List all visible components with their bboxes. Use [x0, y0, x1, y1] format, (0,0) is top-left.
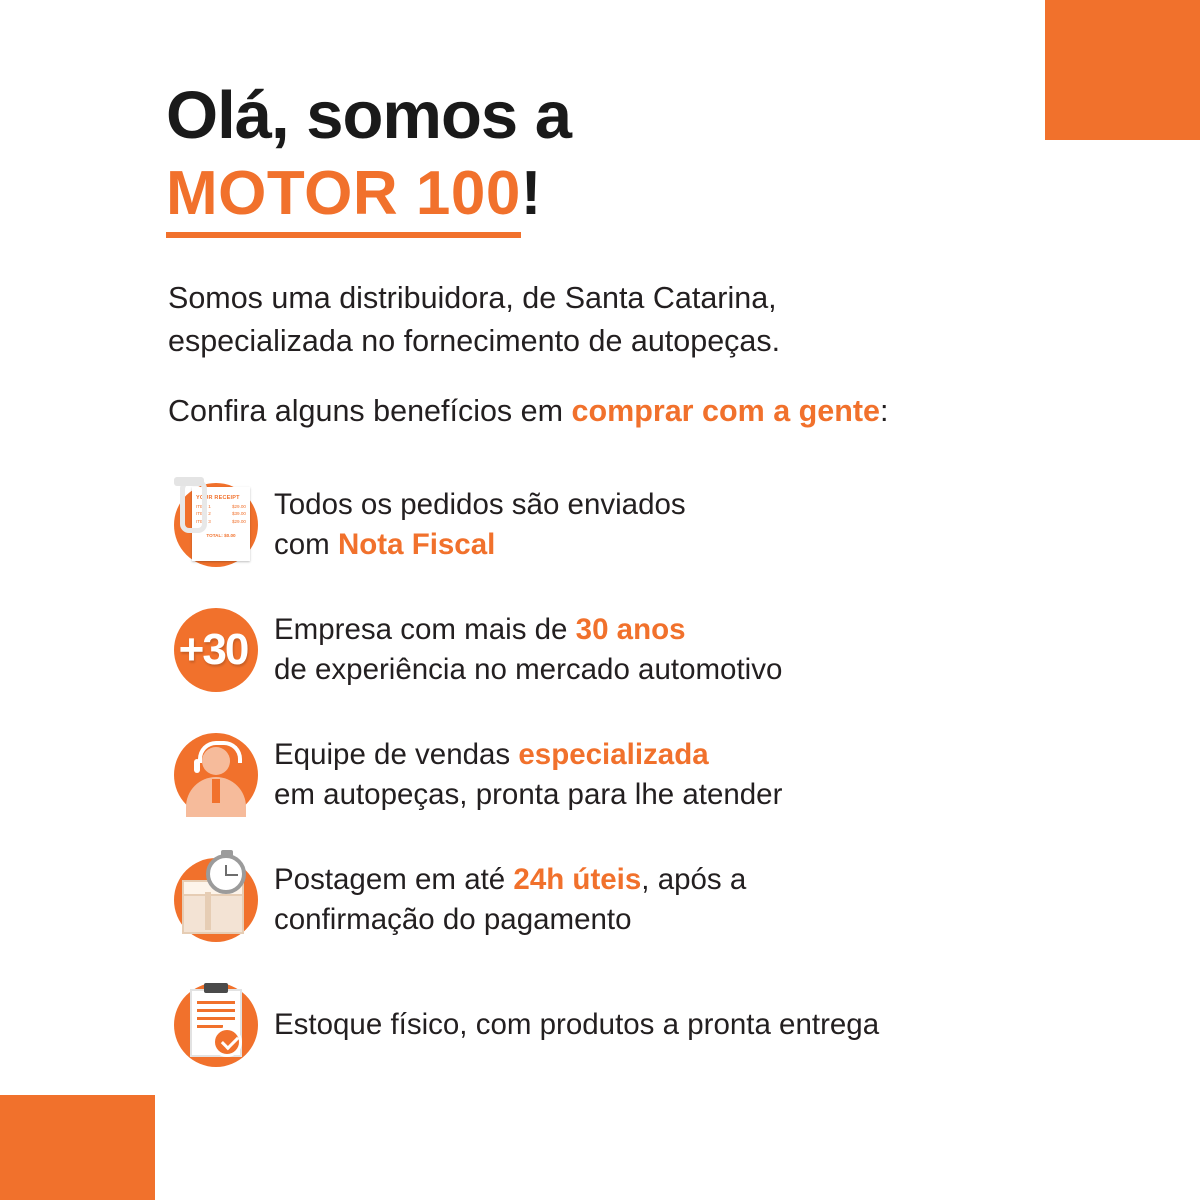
headset-band — [198, 741, 242, 763]
benefit-line-1: Empresa com mais de 30 anos — [274, 613, 686, 647]
clipboard-text-line — [197, 1025, 223, 1028]
list-item — [166, 973, 1106, 1077]
package-stopwatch-icon — [166, 850, 266, 950]
package-seam — [205, 892, 211, 930]
benefit-line-1: Equipe de vendas especializada — [274, 738, 709, 772]
benefit-line-1: Postagem em até 24h úteis, após a — [274, 863, 747, 897]
lead-highlight: comprar com a gente — [571, 394, 880, 428]
list-item-text — [266, 485, 686, 564]
benefit-line-2: de experiência no mercado automotivo — [274, 653, 783, 686]
receipt-title: YOUR RECEIPT — [196, 495, 240, 501]
clipboard-clamp — [204, 983, 228, 993]
list-item — [166, 598, 1106, 702]
receipt-icon — [166, 475, 266, 575]
check-badge-icon — [212, 1027, 242, 1057]
list-item-text — [266, 860, 746, 939]
receipt-total: TOTAL: $0.00 — [206, 532, 236, 538]
intro-line-1: Somos uma distribuidora, de Santa Catarina, — [168, 281, 777, 315]
benefits-list — [166, 473, 1106, 1098]
clipboard-text-line — [197, 1017, 235, 1020]
intro-line-2: especializada no fornecimento de autopeças. — [168, 324, 781, 359]
badge-label: +30 — [178, 625, 248, 674]
benefit-line-2: com Nota Fiscal — [274, 528, 496, 561]
brand-name: MOTOR 100 — [166, 159, 521, 238]
clipboard-clip — [180, 479, 207, 533]
benefit-line-1: Todos os pedidos são enviados — [274, 488, 686, 522]
page-title — [166, 78, 1066, 228]
clipboard-text-line — [197, 1001, 235, 1004]
headline-line-2 — [166, 159, 1066, 228]
list-item-text — [266, 610, 782, 689]
list-item-text — [266, 735, 782, 814]
headset-mic — [194, 759, 200, 773]
list-item — [166, 848, 1106, 952]
decor-top-right-square — [1045, 0, 1200, 140]
clipboard-clip-bar — [174, 477, 204, 486]
benefit-line-2: em autopeças, pronta para lhe atender — [274, 778, 783, 811]
agent-tie — [212, 779, 220, 803]
benefit-line-2: confirmação do pagamento — [274, 903, 632, 936]
clipboard-check-icon — [166, 975, 266, 1075]
receipt-line: ITEM 2 $39.00 — [196, 511, 246, 516]
stopwatch-minute-hand — [225, 874, 238, 876]
sales-agent-headset-icon — [166, 725, 266, 825]
plus-30-badge-icon — [166, 600, 266, 700]
lead-suffix: : — [880, 394, 889, 428]
lead-prefix: Confira alguns benefícios em — [168, 394, 572, 428]
headline-exclamation: ! — [520, 159, 542, 228]
intro-paragraph — [168, 277, 1048, 364]
list-item — [166, 473, 1106, 577]
headline-line-1: Olá, somos a — [166, 78, 572, 153]
benefits-lead-in — [168, 394, 888, 429]
decor-bottom-left-square — [0, 1095, 155, 1200]
clipboard-text-line — [197, 1009, 235, 1012]
benefit-line-1: Estoque físico, com produtos a pronta entrega — [274, 1008, 880, 1042]
list-item — [166, 723, 1106, 827]
receipt-line: ITEM 1 $29.00 — [196, 503, 246, 509]
receipt-line: ITEM 3 $29.00 — [196, 518, 246, 524]
list-item-text — [266, 1005, 879, 1045]
